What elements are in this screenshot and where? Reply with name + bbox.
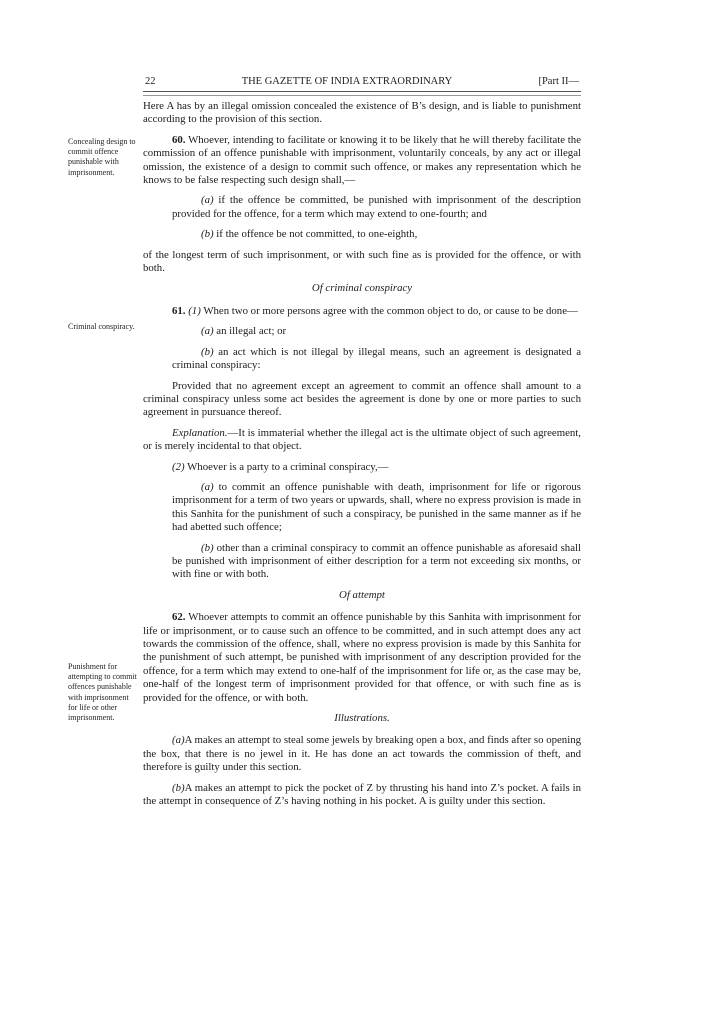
clause-60-b	[143, 228, 581, 241]
illustration-text: A makes an attempt to steal some jewels by breaking open a box, and finds after so opening the box, that there is no jewel in it. He has done an act towards the commission of theft, and therefore is guilty under this section.	[143, 734, 581, 774]
illustration-a	[143, 734, 581, 774]
clause-label: (a)	[201, 480, 214, 493]
clause-text: an illegal act; or	[216, 325, 287, 338]
explanation-label: Explanation.	[172, 426, 228, 439]
intro-paragraph: Here A has by an illegal omission concealed the existence of B’s design, and is liable to punishment according to the provision of this section.	[143, 100, 581, 126]
clause-text: an act which is not illegal by illegal means, such an agreement is designated a criminal conspiracy:	[172, 345, 581, 372]
page-number: 22	[145, 76, 156, 87]
subsection-text: Whoever is a party to a criminal conspiracy,—	[187, 460, 389, 473]
header-rule	[143, 91, 581, 96]
clause-60-a	[143, 194, 581, 221]
page-header	[145, 76, 579, 87]
clause-text: other than a criminal conspiracy to commit an offence punishable as aforesaid shall be punished with imprisonment of either description for a term not exceeding six months, or with fine or with both.	[172, 541, 581, 581]
explanation-text: —It is immaterial whether the illegal act is the ultimate object of such agreement, or is merely incidental to that object.	[143, 426, 581, 453]
heading-illustrations: Illustrations.	[334, 712, 390, 725]
subsection-label: (2)	[172, 460, 185, 473]
margin-note-section-62: Punishment for attempting to commit offences punishable with imprisonment for life or other imprisonment.	[68, 662, 137, 723]
explanation-61	[143, 427, 581, 454]
illustration-b	[143, 782, 581, 809]
section-61-2	[143, 461, 581, 474]
section-60	[143, 134, 581, 188]
subsection-text: When two or more persons agree with the common object to do, or cause to be done—	[203, 304, 578, 317]
illustration-text: A makes an attempt to pick the pocket of Z by thrusting his hand into Z’s pocket. A fails in the attempt in consequence of Z’s having nothing in his pocket. A is guilty under this section.	[143, 781, 581, 808]
section-number: 61.	[172, 304, 186, 317]
clause-label: (b)	[201, 541, 214, 554]
clause-text: to commit an offence punishable with death, imprisonment for life or rigorous imprisonment for a term of two years or upwards, shall, where no express provision is made in this Sanhita for the punishment of such a conspiracy, be punished in the same manner as if he had abetted such offence;	[172, 480, 581, 534]
illustration-label: (a)	[172, 734, 185, 747]
margin-note-section-61: Criminal conspiracy.	[68, 322, 135, 331]
clause-61-2-a	[143, 481, 581, 535]
illustration-label: (b)	[172, 781, 185, 794]
gazette-title: THE GAZETTE OF INDIA EXTRAORDINARY	[241, 76, 453, 87]
section-text: Whoever, intending to facilitate or knowing it to be likely that he will thereby facilitate the commission of an offence punishable with imprisonment, voluntarily conceals, by any act or illegal omission, the existence of a design to commit such offence, or makes any representation which he knows to be false respecting such design shall,—	[143, 133, 581, 187]
section-text: Whoever attempts to commit an offence punishable by this Sanhita with imprisonment for life or imprisonment, or to cause such an offence to be committed, and in such attempt does any act towards the commission of the offence, shall, where no express provision is made by this Sanhita for the punishment of such attempt, be punished with imprisonment of any description provided for the offence, for a term which may extend to one-half of the imprisonment for life or, as the case may be, one-half of the longest term of imprisonment provided for that offence, or with such fine as is provided for the offence, or with both.	[143, 611, 581, 704]
clause-label: (b)	[201, 345, 214, 358]
heading-conspiracy: Of criminal conspiracy	[311, 282, 413, 295]
subsection-label: (1)	[188, 304, 201, 317]
clause-61-b	[143, 346, 581, 373]
section-number: 60.	[172, 133, 186, 146]
clause-label: (a)	[201, 325, 214, 338]
clause-text: if the offence be not committed, to one-eighth,	[216, 228, 418, 241]
margin-note-section-60: Concealing design to commit offence punishable with imprisonment.	[68, 137, 136, 177]
clause-label: (b)	[201, 228, 214, 241]
section-61-1	[143, 305, 581, 318]
clause-61-a	[143, 325, 581, 338]
section-number: 62.	[172, 611, 186, 624]
section-62	[143, 611, 581, 705]
heading-attempt: Of attempt	[339, 588, 385, 601]
section-60-tail: of the longest term of such imprisonment, or with such fine as is provided for the offence, or with both.	[143, 248, 581, 275]
proviso-61: Provided that no agreement except an agreement to commit an offence shall amount to a criminal conspiracy unless some act besides the agreement is done by one or more parties to such agreement in pursuance thereof.	[143, 379, 581, 419]
part-label: [Part II—	[538, 76, 579, 87]
clause-61-2-b	[143, 542, 581, 582]
clause-text: if the offence be committed, be punished with imprisonment of the description provided for the offence, for a term which may extend to one-fourth; and	[172, 194, 581, 220]
document-body	[143, 100, 581, 815]
clause-label: (a)	[201, 194, 214, 207]
